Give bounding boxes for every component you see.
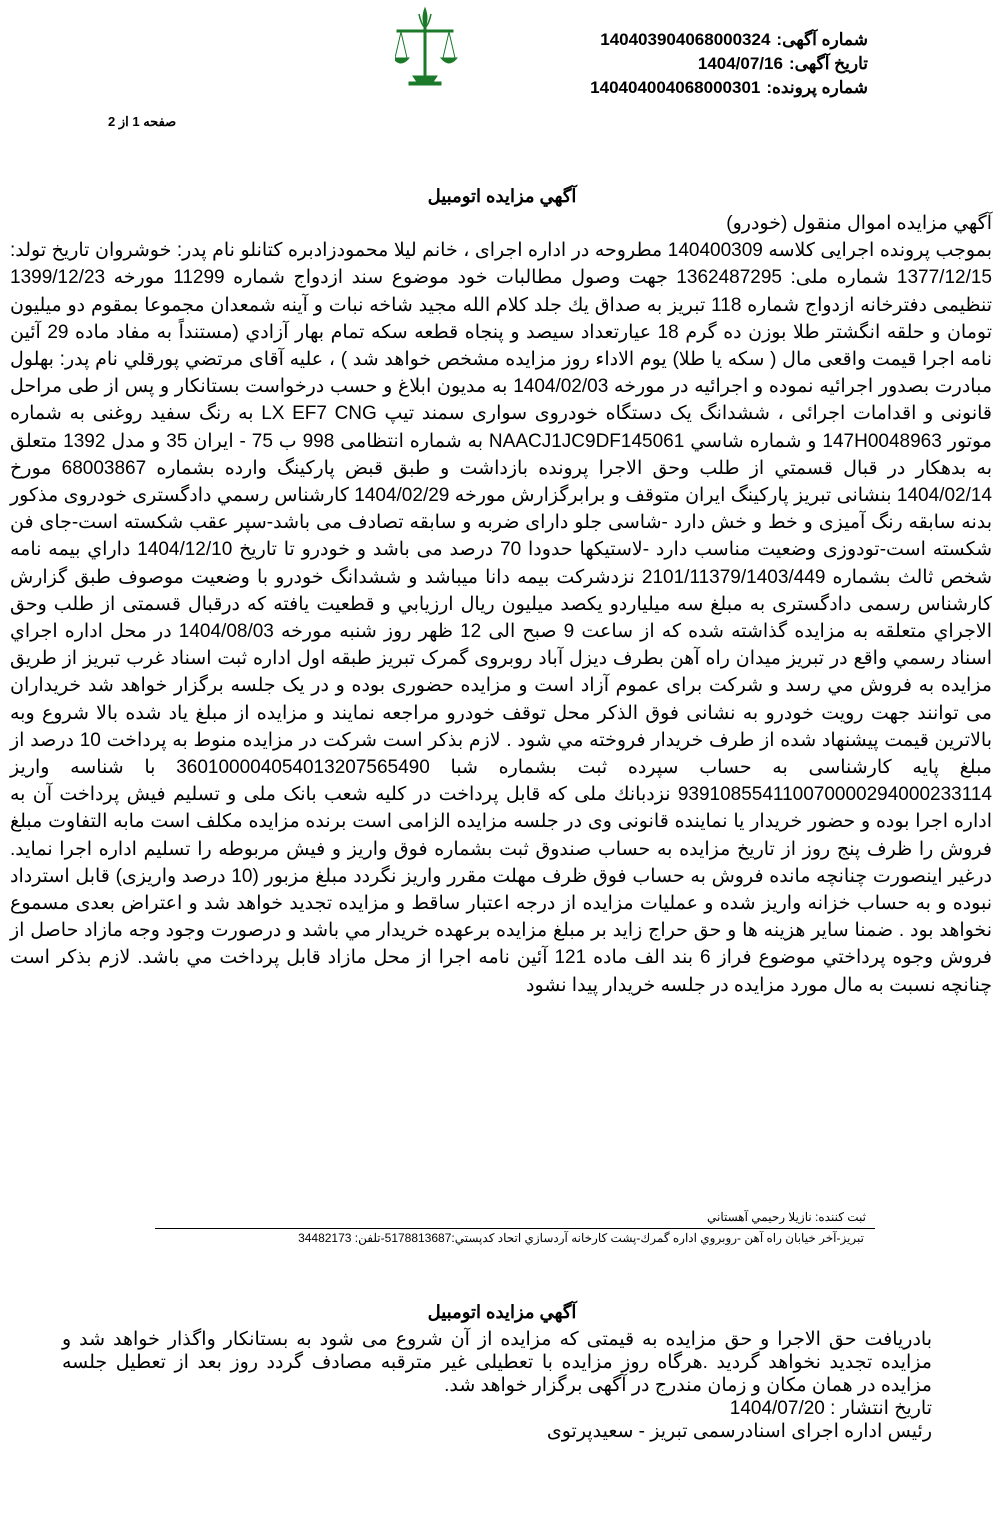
- publish-date: 1404/07/20: [729, 1398, 825, 1419]
- signature: رئیس اداره اجرای اسنادرسمی تبریز - سعیدپرتوی: [546, 1421, 932, 1442]
- divider: [155, 1228, 875, 1229]
- judiciary-emblem: [395, 0, 595, 160]
- header-meta: [584, 28, 868, 100]
- publish-date-line: [62, 1397, 932, 1420]
- ad-date-label: تاریخ آگهی:: [788, 54, 868, 73]
- registrar-name: نازیلا رحیمي آهستاني: [706, 1210, 812, 1224]
- notice2-paragraph: بادریافت حق الاجرا و حق مزایده به قیمتی که مزایده از آن شروع می شود به بستانکار واگذار خواهد شد و مزایده تجدید نخواهد گردید .هرگاه روز مزایده با تعطیلی غیر مترقبه مصادف گردد روز بعد از تعطیل جلسه مزایده در همان مکان و زمان مندرج در آگهی برگزار خواهد شد.: [62, 1329, 932, 1396]
- ad-number-label: شماره آگهی:: [776, 30, 868, 49]
- scales-of-justice-icon: [395, 0, 595, 160]
- notice2-body: [62, 1328, 932, 1443]
- notice2-title: آگهي مزايده اتومبيل: [427, 1302, 577, 1322]
- page-indicator: صفحه 1 از 2: [108, 114, 177, 129]
- publish-date-label: تاریخ انتشار :: [830, 1398, 932, 1419]
- ad-date: 1404/07/16: [697, 54, 783, 73]
- notice1-title: آگهي مزايده اتومبيل: [427, 186, 577, 206]
- ad-date-row: [584, 52, 868, 76]
- case-number-row: [584, 76, 868, 100]
- office-address: تبريز-آخر خيابان راه آهن -روبروي اداره گمرك-پشت كارخانه آردسازي اتحاد كدپستي:5178813687-تلفن: 34482173: [298, 1231, 864, 1245]
- case-number: 140404004068000301: [590, 78, 761, 97]
- registrar-label: ثبت کننده:: [815, 1210, 866, 1224]
- ad-number: 140403904068000324: [600, 30, 771, 49]
- notice1-body: [10, 210, 992, 999]
- notice1-paragraph: بموجب پرونده اجرایی کلاسه 140400309 مطروحه در اداره اجرای ، خانم لیلا محمودزادبره کتانلو نام پدر: خوشروان تاریخ تولد: 1377/12/15 شماره ملی: 1362487295 جهت وصول مطالبات خود موضوع سند ازدواج شماره 11299 مورخه 1399/12/23 تنظیمی دفترخانه ازدواج شماره 118 تبریز به صداق یك جلد کلام الله مجید شاخه نبات و آینه شمعدان مجموعا بمقوم دو میلیون تومان و حلقه انگشتر طلا بوزن ده گرم 18 عیارتعداد سیصد و پنجاه قطعه سکه تمام بهار آزادي (مستنداً به مفاد ماده 29 آئین نامه اجرا قیمت واقعی مال ( سکه یا طلا) یوم الاداء روز مزایده مشخص خواهد شد ) ، علیه آقای مرتضي پورقلي نام پدر: بهلول مبادرت بصدور اجرائیه نموده و اجرائیه در مورخه 1404/02/03 به مدیون ابلاغ و حسب درخواست بستانکار و پس از طی مراحل قانونی و اقدامات اجرائی ، ششدانگ یک دستگاه خودروی سواری سمند تیپ LX EF7 CNG به رنگ سفید روغنی به شماره موتور 147H0048963 و شماره شاسي NAACJ1JC9DF145061 به شماره انتظامی 998 ب 75 - ایران 35 و مدل 1392 متعلق به بدهکار در قبال قسمتي از طلب وحق الاجرا پرونده بازداشت و طبق قبض پارکینگ وارده بشماره 68003867 مورخ 1404/02/14 بنشانی تبریز پارکینگ ایران متوقف و برابرگزارش مورخه 1404/02/29 کارشناس رسمي دادگستری خودروی مذکور بدنه سابقه رنگ آمیزی و خط و خش دارد -شاسی جلو دارای ضربه و سابقه تصادف می باشد-سپر عقب شکسته است-جای فن شکسته است-تودوزی وضعیت مناسب دارد -لاستیکها حدودا 70 درصد می باشد و خودرو تا تاریخ 1404/12/10 داراي بیمه نامه شخص ثالث بشماره 2101/11379/1403/449 نزدشرکت بیمه دانا میباشد و ششدانگ خودرو با وضعیت موصوف طبق گزارش کارشناس رسمی دادگستری به مبلغ سه میلیاردو یکصد میلیون ریال ارزيابي و قطعیت یافته که درقبال قسمتی از طلب وحق الاجراي متعلقه به مزايده گذاشته شده که از ساعت 9 صبح الی 12 ظهر روز شنبه مورخه 1404/08/03 در محل اداره اجراي اسناد رسمي واقع در تبریز میدان راه آهن بطرف دیزل آباد روبروی گمرک تبریز طبقه اول اداره ثبت اسناد غرب تبریز از طريق مزايده به فروش مي رسد و شرکت برای عموم آزاد است و مزایده حضوری بوده و در یک جلسه برگزار خواهد شد خریداران می توانند جهت رویت خودرو به نشانی فوق الذکر محل توقف خودرو مراجعه نمایند و مزایده از مبلغ یاد شده بالا شروع وبه بالاترین قیمت پیشنهاد شده از طرف خريدار فروخته مي شود . لازم بذکر است شرکت در مزایده منوط به پرداخت 10 درصد از مبلغ پایه کارشناسی به حساب سپرده ثبت بشماره شبا 360100004054013207565490 با شناسه واریز 939108554110070000294000233114 نزدبانك ملی که قابل پرداخت در کلیه شعب بانک ملی و تسلیم فیش پرداخت آن به اداره اجرا بوده و حضور خریدار یا نماینده قانونی وی در جلسه مزایده الزامی است برنده مزایده مکلف است مابه التفاوت مبلغ فروش را ظرف پنج روز از تاریخ مزایده به حساب صندوق ثبت بشماره فوق واریز و فیش مربوطه را تسلیم اداره اجرا نماید. درغیر اینصورت چنانچه مانده فروش به حساب فوق ظرف مهلت مقرر واریز نگردد مبلغ مزبور (10 درصد واریزی) قابل استرداد نبوده و به حساب خزانه واریز شده و عملیات مزایده از درجه اعتبار ساقط و مزایده تجدید خواهد شد و اعتراض بعدی مسموع نخواهد بود . ضمنا سایر هزینه ها و حق حراج زاید بر مبلغ مزایده برعهده خريدار مي باشد و درصورت وجود وجه مازاد حاصل از فروش وجوه پرداختي موضوع فراز 6 بند الف ماده 121 آئین نامه اجرا از محل مازاد قابل پرداخت مي باشد. لازم بذکر است چنانچه نسبت به مال مورد مزایده در جلسه خريدار پیدا نشود: [10, 240, 993, 996]
- case-number-label: شماره پرونده:: [766, 78, 868, 97]
- ad-number-row: [584, 28, 868, 52]
- notice1-subtitle: آگهي مزايده اموال منقول (خودرو): [726, 213, 992, 234]
